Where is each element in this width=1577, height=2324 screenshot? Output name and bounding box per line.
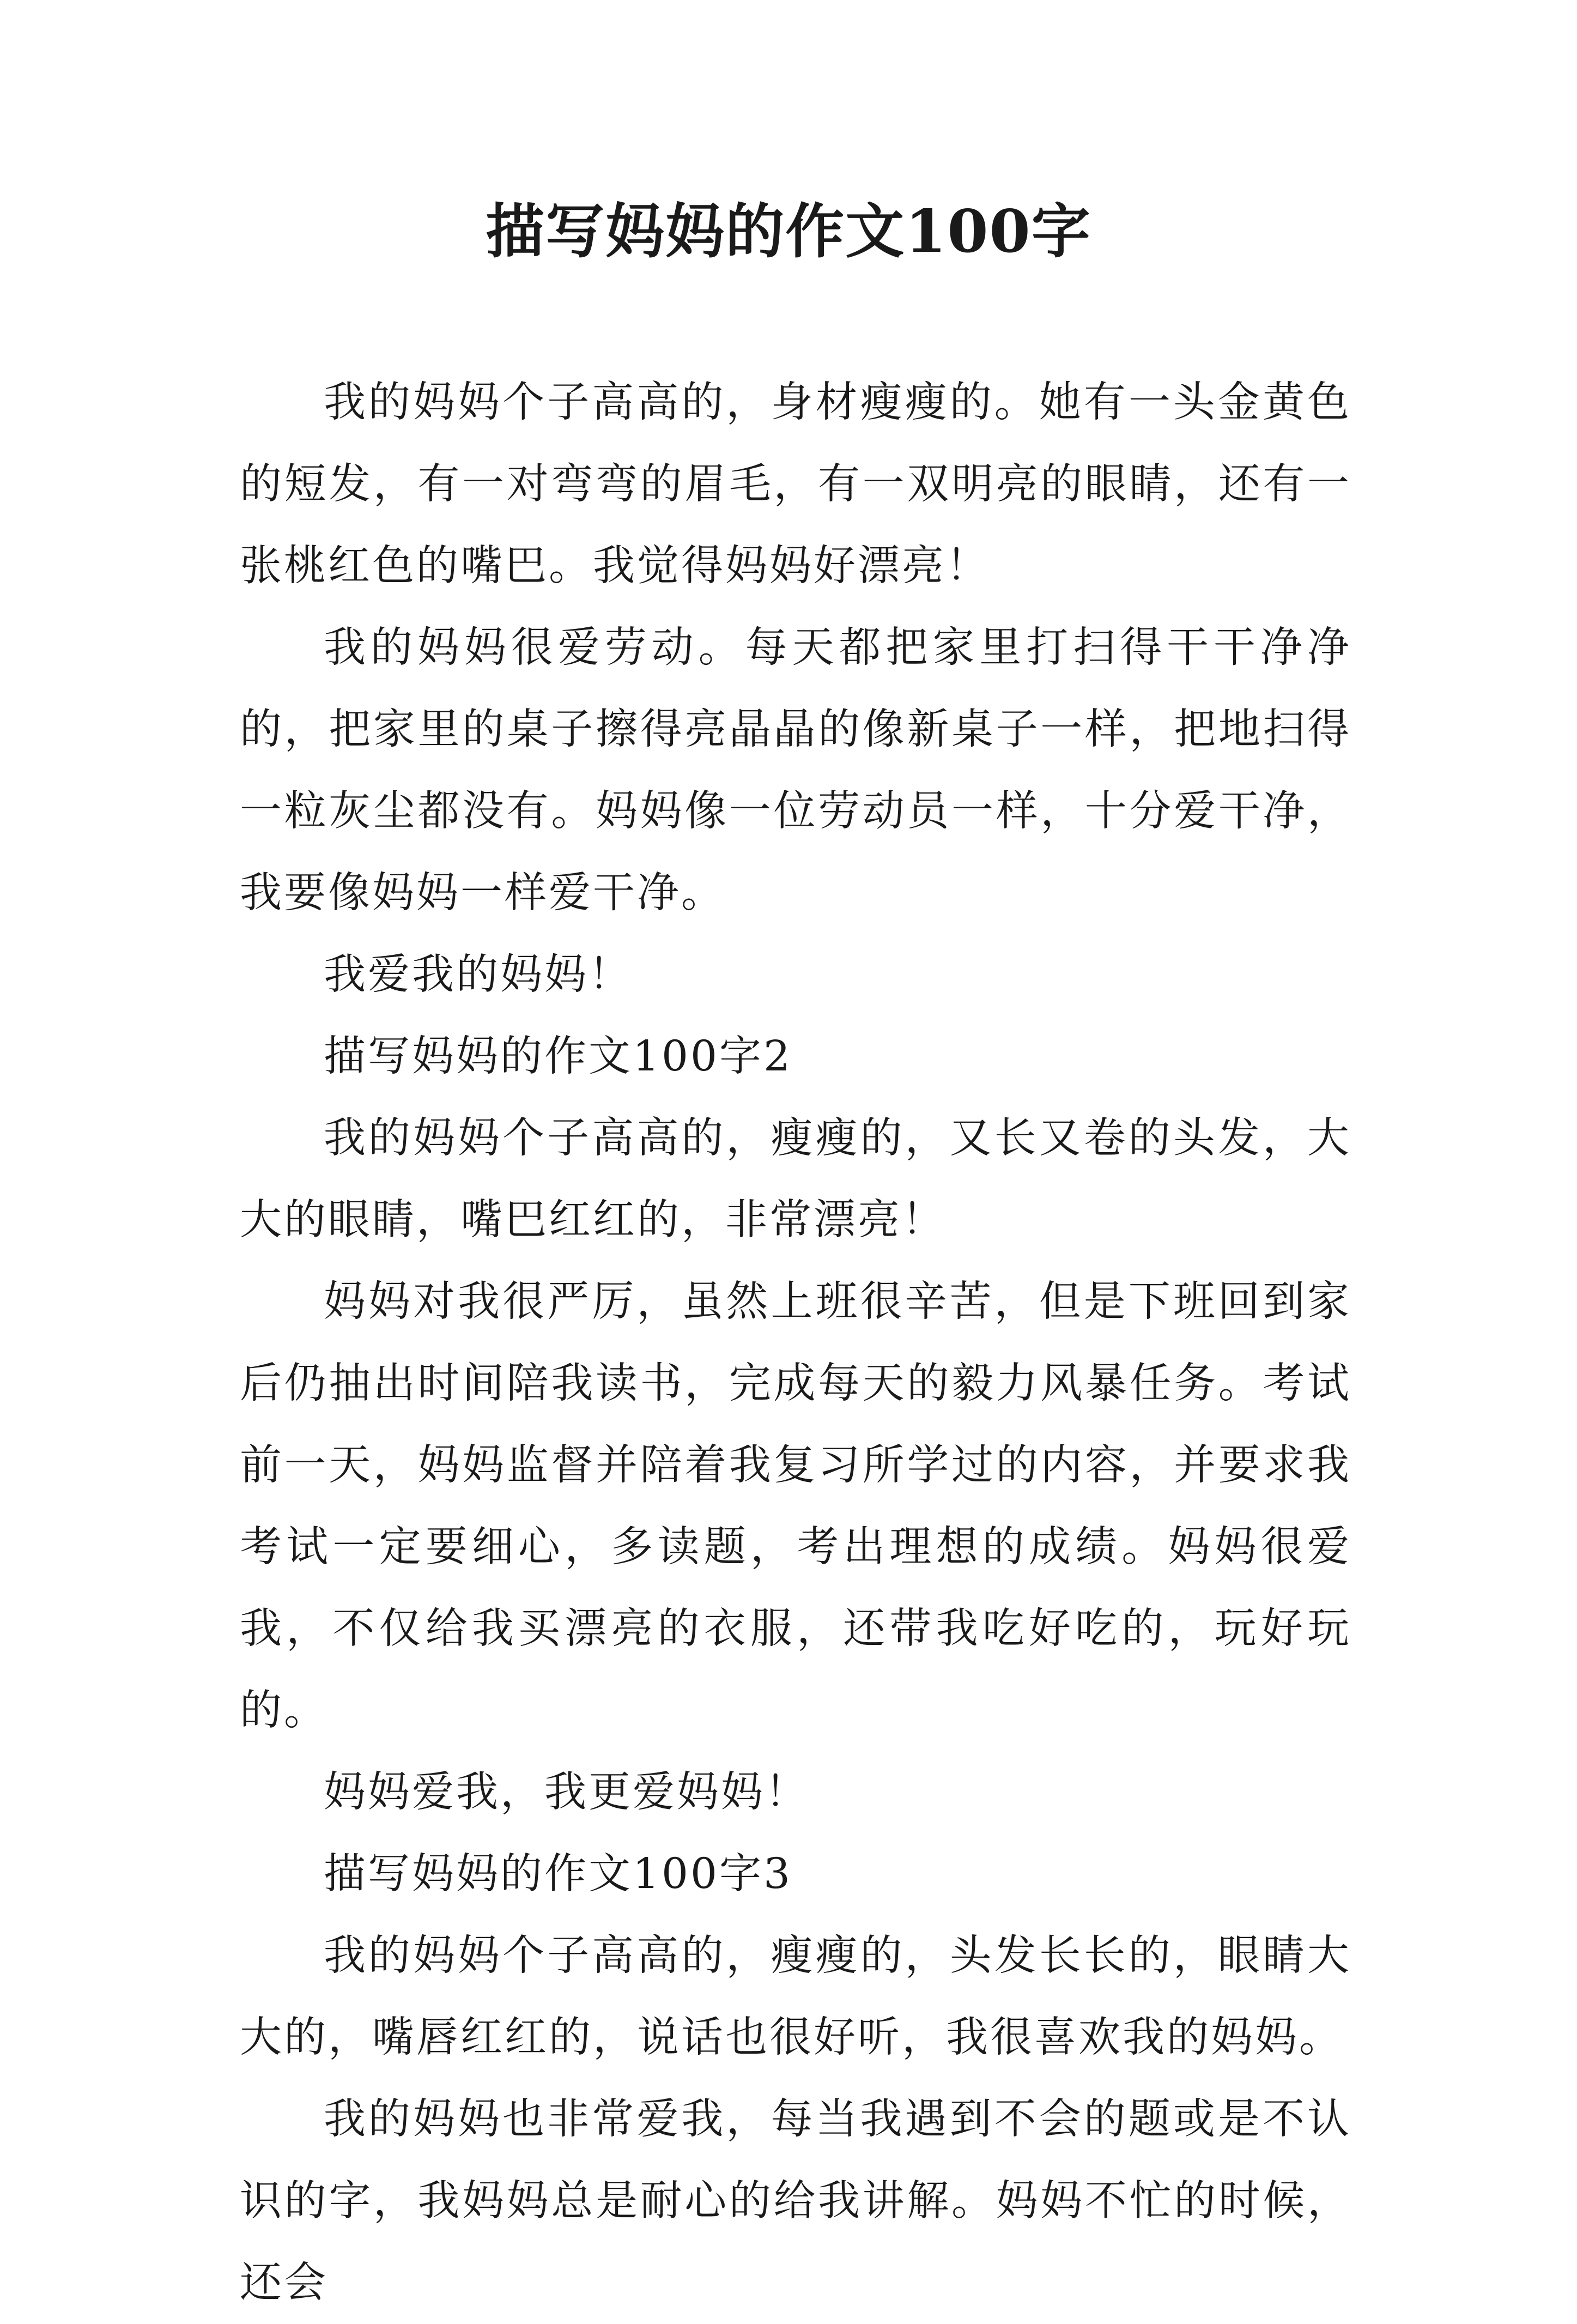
paragraph: 我的妈妈很爱劳动。每天都把家里打扫得干干净净的，把家里的桌子擦得亮晶晶的像新桌子一样，把地扫得一粒灰尘都没有。妈妈像一位劳动员一样，十分爱干净，我要像妈妈一样爱干净。: [240, 624, 1351, 917]
section-heading: 描写妈妈的作文100字3: [324, 1850, 792, 1898]
document-body: [240, 362, 1351, 2324]
section-heading: 描写妈妈的作文100字2: [324, 1032, 792, 1081]
paragraph: 我的妈妈个子高高的，身材瘦瘦的。她有一头金黄色的短发，有一对弯弯的眉毛，有一双明亮的眼睛，还有一张桃红色的嘴巴。我觉得妈妈好漂亮！: [240, 378, 1351, 590]
paragraph: 妈妈爱我，我更爱妈妈！: [324, 1768, 809, 1817]
paragraph: 妈妈对我很严厉，虽然上班很辛苦，但是下班回到家后仍抽出时间陪我读书，完成每天的毅力风暴任务。考试前一天，妈妈监督并陪着我复习所学过的内容，并要求我考试一定要细心，多读题，考出理想的成绩。妈妈很爱我，不仅给我买漂亮的衣服，还带我吃好吃的，玩好玩的。: [240, 1278, 1351, 1735]
paragraph: 我的妈妈也非常爱我，每当我遇到不会的题或是不认识的字，我妈妈总是耐心的给我讲解。妈妈不忙的时候，还会: [240, 2095, 1351, 2307]
paragraph: 我爱我的妈妈！: [324, 951, 633, 999]
document-title: 描写妈妈的作文100字: [486, 197, 1091, 266]
paragraph: 我的妈妈个子高高的，瘦瘦的，头发长长的，眼睛大大的，嘴唇红红的，说话也很好听，我很喜欢我的妈妈。: [240, 1932, 1351, 2062]
paragraph: 我的妈妈个子高高的，瘦瘦的，又长又卷的头发，大大的眼睛，嘴巴红红的，非常漂亮！: [240, 1114, 1351, 1244]
